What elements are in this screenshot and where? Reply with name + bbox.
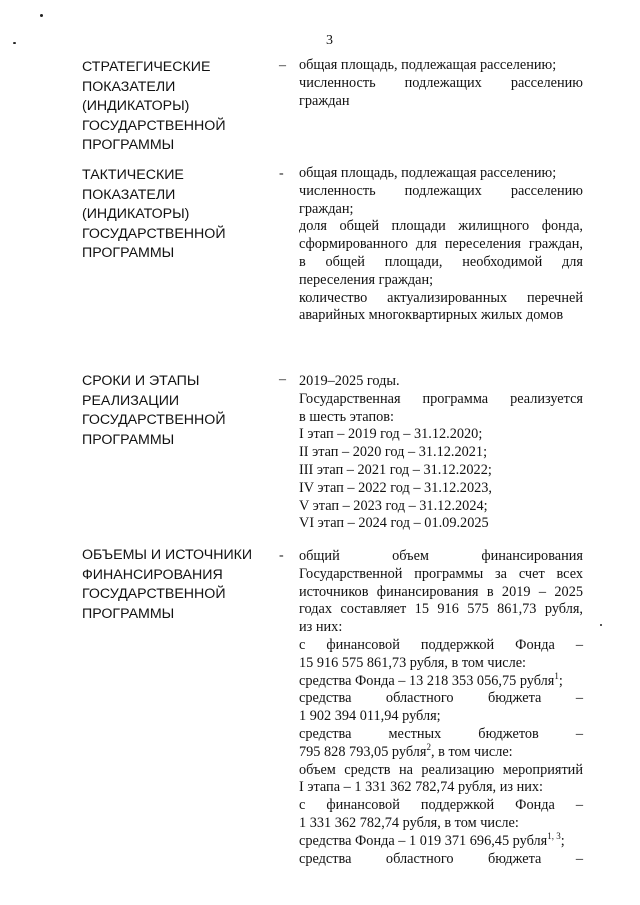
section-label: ТАКТИЧЕСКИЕ ПОКАЗАТЕЛИ (ИНДИКАТОРЫ) ГОСУДАРСТВЕННОЙ ПРОГРАММЫ	[82, 167, 226, 261]
footnote-ref: 1	[554, 670, 559, 681]
section-text: общий объем финансирования Государственной программы за счет всех источников финансирования в 2019 – 2025 годах составляет 15 916 575 861,73 рубля, из них: с финансовой поддержкой Фонда – 15 916 575 861,73 рубля, в том числе: средства Фонда – 13 218 353 056,75 рубля$^1$; средства областного бюджета – 1 902 394 011,94 рубля; средства местных бюджетов – 795 828 793,05 рубля$^2$, в том числе: объем средств на реализацию мероприятий I этапа – 1 331 362 782,74 рубля, из них: с финансовой поддержкой Фонда – 1 331 362 782,74 рубля, в том числе: средства Фонда – 1 019 371 696,45 рубля$^{1, 3}$; средства областного бюджета –	[299, 548, 583, 867]
section-text: общая площадь, подлежащая расселению; численность подлежащих расселению граждан	[299, 57, 583, 109]
section-dash: -	[279, 548, 284, 563]
section-dash: –	[279, 372, 286, 387]
page-number: 3	[326, 33, 333, 48]
footnote-ref: 1, 3	[547, 830, 561, 841]
fund-stage1-line: средства Фонда – 1 019 371 696,45 рубля$^{1, 3}$;	[299, 830, 565, 849]
fund-total-line: средства Фонда – 13 218 353 056,75 рубля$^1$;	[299, 670, 563, 689]
scan-speck	[40, 14, 43, 17]
section-text: 2019–2025 годы. Государственная программа реализуется в шесть этапов: I этап – 2019 год – 31.12.2020; II этап – 2020 год – 31.12.2021; III этап – 2021 год – 31.12.2022; IV этап – 2022 год – 31.12.2023, V этап – 2023 год – 31.12.2024; VI этап – 2024 год – 01.09.2025	[299, 373, 583, 532]
section-text: общая площадь, подлежащая расселению; численность подлежащих расселению граждан; доля общей площади жилищного фонда, сформированного для переселения граждан, в общей площади, необходимой для переселения граждан; количество актуализированных перечней аварийных многоквартирных жилых домов	[299, 165, 583, 324]
section-label: СРОКИ И ЭТАПЫ РЕАЛИЗАЦИИ ГОСУДАРСТВЕННОЙ ПРОГРАММЫ	[82, 373, 226, 448]
scan-speck	[600, 624, 602, 626]
section-label: ОБЪЕМЫ И ИСТОЧНИКИ ФИНАНСИРОВАНИЯ ГОСУДАРСТВЕННОЙ ПРОГРАММЫ	[82, 547, 253, 622]
footnote-ref: 2	[426, 741, 431, 752]
section-dash: -	[279, 166, 284, 181]
local-total-line: 795 828 793,05 рубля$^2$, в том числе:	[299, 741, 513, 760]
section-dash: –	[279, 58, 286, 73]
scan-speck	[13, 42, 16, 44]
section-label: СТРАТЕГИЧЕСКИЕ ПОКАЗАТЕЛИ (ИНДИКАТОРЫ) ГОСУДАРСТВЕННОЙ ПРОГРАММЫ	[82, 59, 226, 153]
